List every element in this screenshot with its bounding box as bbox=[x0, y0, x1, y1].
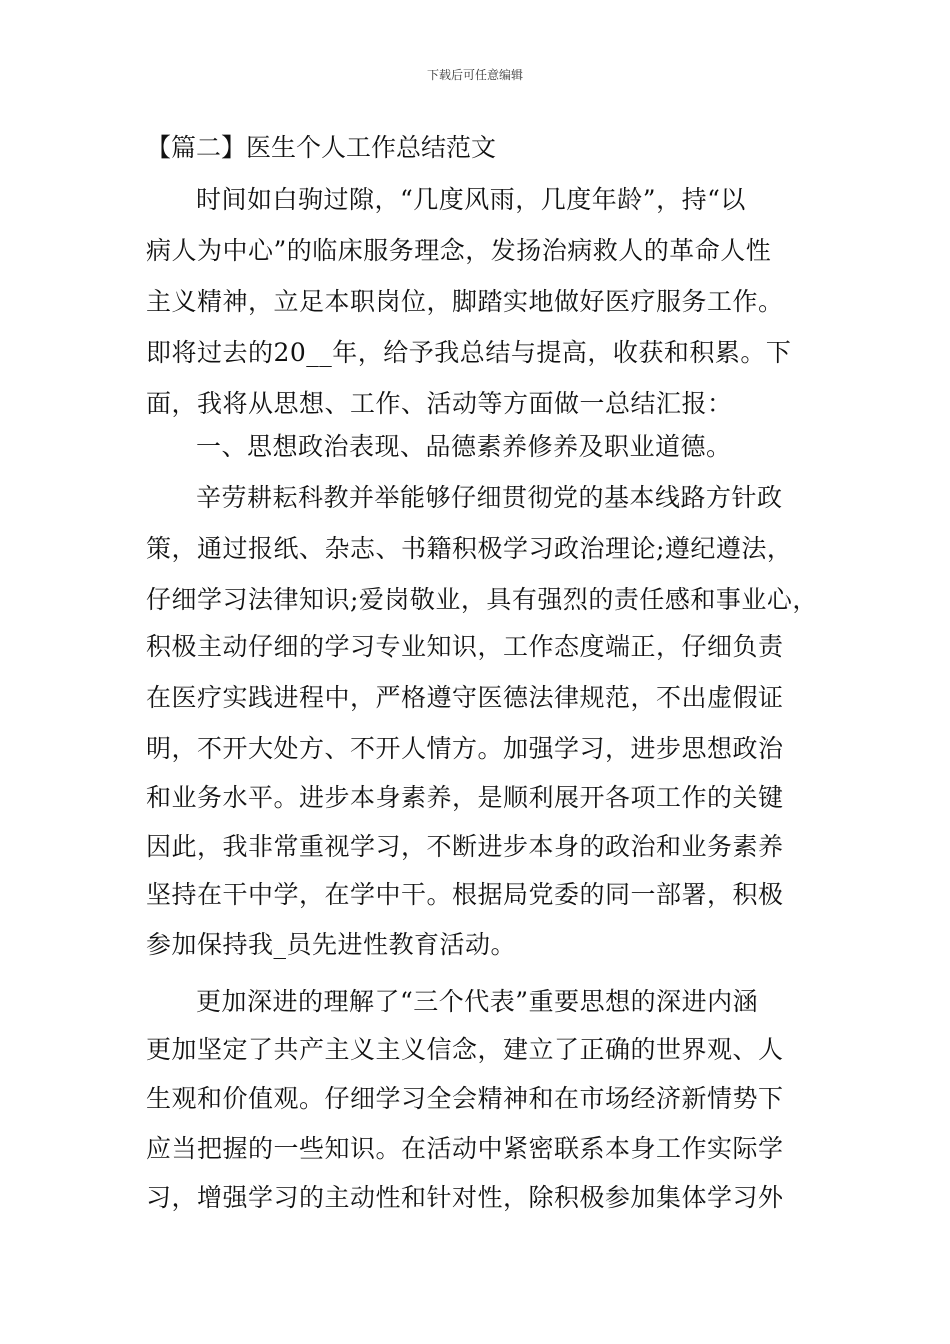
paragraph-line: 明，不开大处方、不开人情方。加强学习，进步思想政治 bbox=[146, 734, 784, 763]
paragraph-line: 因此，我非常重视学习，不断进步本身的政治和业务素养 bbox=[146, 832, 784, 861]
document-title: 【篇二】医生个人工作总结范文 bbox=[146, 133, 497, 162]
paragraph-line: 应当把握的一些知识。在活动中紧密联系本身工作实际学 bbox=[146, 1134, 784, 1163]
paragraph-line: 策，通过报纸、杂志、书籍积极学习政治理论;遵纪遵法， bbox=[146, 534, 793, 563]
page-header: 下载后可任意编辑 bbox=[426, 68, 523, 82]
paragraph-line: 和业务水平。进步本身素养，是顺利展开各项工作的关键 bbox=[146, 783, 784, 812]
paragraph-line: 即将过去的20__年，给予我总结与提高，收获和积累。下 bbox=[146, 338, 792, 367]
paragraph-line: 面，我将从思想、工作、活动等方面做一总结汇报： bbox=[146, 389, 733, 418]
paragraph-line: 更加坚定了共产主义主义信念，建立了正确的世界观、人 bbox=[146, 1035, 784, 1064]
paragraph-line: 主义精神，立足本职岗位，脚踏实地做好医疗服务工作。 bbox=[146, 287, 784, 316]
paragraph-line: 坚持在干中学，在学中干。根据局党委的同一部署，积极 bbox=[146, 880, 784, 909]
paragraph-line: 病人为中心”的临床服务理念，发扬治病救人的革命人性 bbox=[146, 236, 772, 265]
paragraph-line: 更加深进的理解了“三个代表”重要思想的深进内涵 bbox=[196, 987, 759, 1016]
paragraph-line: 生观和价值观。仔细学习全会精神和在市场经济新情势下 bbox=[146, 1084, 784, 1113]
paragraph-line: 时间如白驹过隙，“几度风雨，几度年龄”，持“以 bbox=[196, 185, 746, 214]
paragraph-line: 参加保持我_员先进性教育活动。 bbox=[146, 930, 517, 959]
paragraph-line: 仔细学习法律知识;爱岗敬业，具有强烈的责任感和事业心， bbox=[146, 585, 818, 614]
paragraph-line: 在医疗实践进程中，严格遵守医德法律规范，不出虚假证 bbox=[146, 683, 784, 712]
section-heading: 一、思想政治表现、品德素养修养及职业道德。 bbox=[196, 432, 732, 461]
paragraph-line: 积极主动仔细的学习专业知识，工作态度端正，仔细负责 bbox=[146, 632, 784, 661]
paragraph-line: 辛劳耕耘科教并举能够仔细贯彻党的基本线路方针政 bbox=[196, 483, 783, 512]
paragraph-line: 习，增强学习的主动性和针对性，除积极参加集体学习外 bbox=[146, 1183, 784, 1212]
